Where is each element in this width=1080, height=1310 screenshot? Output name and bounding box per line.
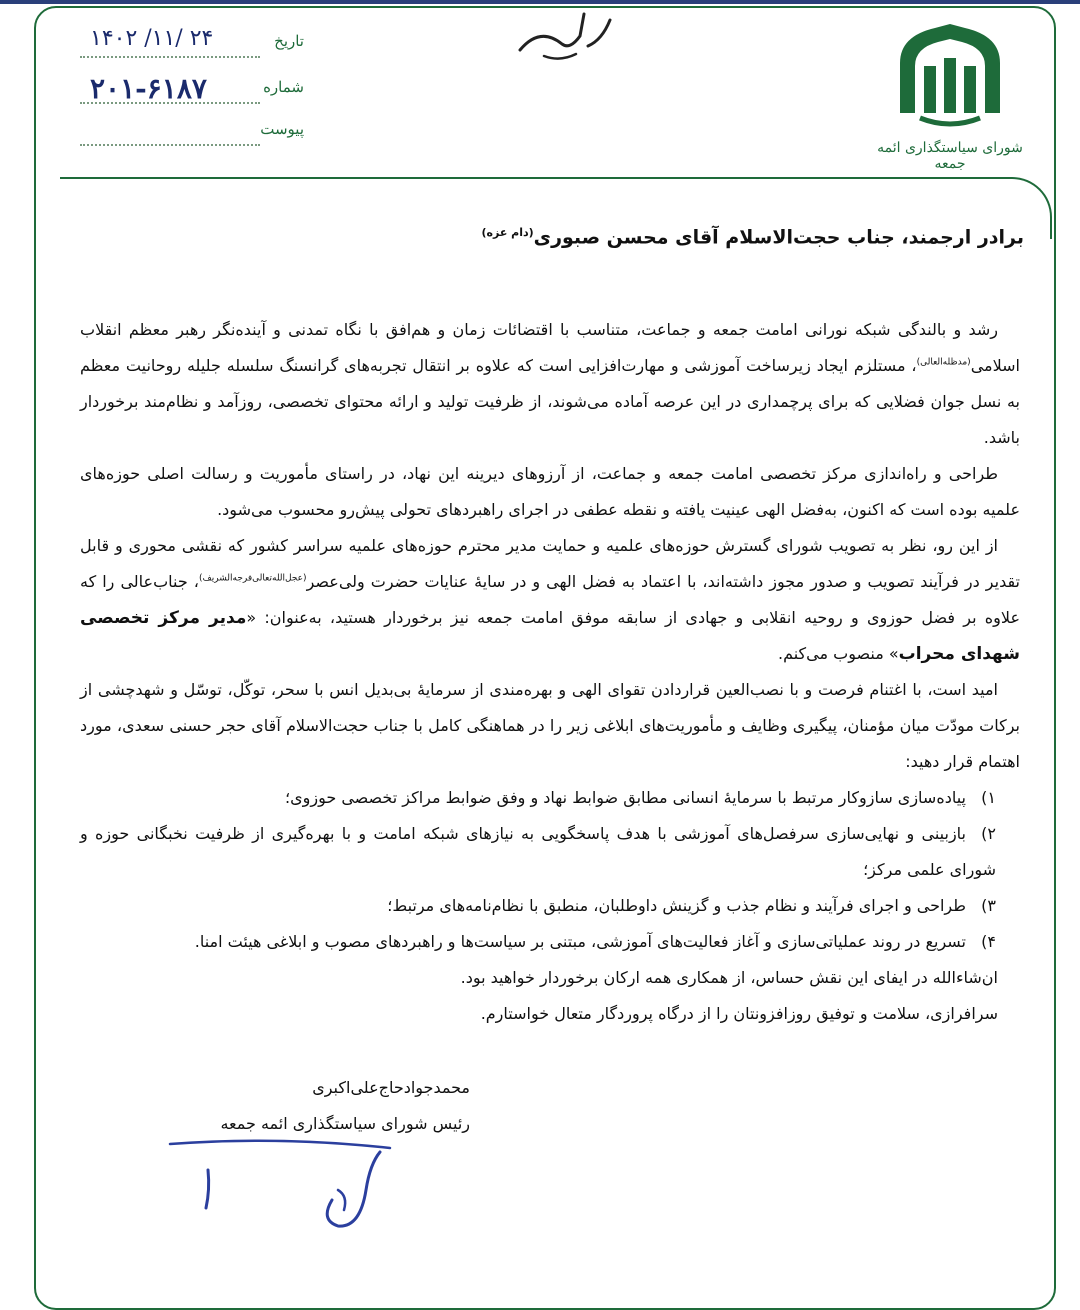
paragraph-3-text-a: از این رو، نظر به تصویب شورای گسترش حوزه‌های علمیه و حمایت مدیر محترم حوزه‌های علمیه سراسر کشور که نقشی محوری و قابل تقدیر در فرآیند تصویب و صدور مجوز داشته‌اند، با اعتماد به فضل الهی و در سایهٔ عنایات حضرت ولی‌عصر xyxy=(80,536,1021,591)
salutation-honorific: (دام عزه) xyxy=(481,226,534,239)
date-row xyxy=(80,26,310,62)
list-item xyxy=(80,780,996,816)
list-item-text: تسریع در روند عملیاتی‌سازی و آغاز فعالیت‌های آموزشی، مبتنی بر سیاست‌ها و راهبردهای مصوب و ابلاغی هیئت امنا. xyxy=(194,932,966,951)
paragraph-1-honorific: (مدظله‌العالی) xyxy=(916,357,971,368)
paragraph-1-text-b: ، مستلزم ایجاد زیرساخت آموزشی و مهارت‌افزایی است که علاوه بر انتقال تجربه‌های گرانسنگ سلسله جلیله روحانیت معظم به نسل جوان فضلایی که برای پرچمداری در این عرصه آماده می‌شوند، از ظرفیت تولید و ارائه محتوای تخصصی، روزآمد و نظام‌مند برخوردار باشد. xyxy=(80,356,1020,447)
bismillah-art xyxy=(510,6,620,62)
bismillah-calligraphy xyxy=(510,6,620,66)
list-item-text: طراحی و اجرای فرآیند و نظام جذب و گزینش داوطلبان، منطبق با نظام‌نامه‌های مرتبط؛ xyxy=(387,896,966,915)
number-label: شماره xyxy=(263,78,304,96)
list-item-number: ۲) xyxy=(981,824,996,843)
emblem-icon xyxy=(860,18,1040,138)
duties-list xyxy=(80,780,1020,960)
list-item-text: پیاده‌سازی سازوکار مرتبط با سرمایهٔ انسانی مطابق ضوابط نهاد و وفق ضوابط مراکز تخصصی حوزوی؛ xyxy=(285,788,966,807)
list-item xyxy=(80,924,996,960)
paragraph-3-honorific: (عجل‌الله‌تعالی‌فرجه‌الشریف) xyxy=(198,573,307,584)
list-item-text: بازبینی و نهایی‌سازی سرفصل‌های آموزشی با هدف پاسخگویی به نیازهای شبکه امامت و با بهره‌گیری از ظرفیت نخبگانی حوزه و شورای علمی مرکز؛ xyxy=(80,824,996,879)
organization-logo xyxy=(860,18,1040,172)
paragraph-3-text-b: ، جناب‌عالی را که علاوه بر فضل حوزوی و روحیه انقلابی و جهادی از سابقه موفق امامت جمعه نیز برخوردار هستید، به‌عنوان: « xyxy=(80,572,1021,627)
salutation-text: برادر ارجمند، جناب حجت‌الاسلام آقای محسن صبوری xyxy=(533,226,1024,249)
number-dotted-line xyxy=(80,102,260,104)
list-item xyxy=(80,888,996,924)
letter-metadata xyxy=(80,22,310,152)
closing-line-1: ان‌شاءالله در ایفای این نقش حساس، از همکاری همه ارکان برخوردار خواهید بود. xyxy=(460,968,998,987)
number-row xyxy=(80,72,310,108)
list-item xyxy=(80,816,996,888)
attachment-dotted-line xyxy=(80,144,260,146)
paragraph-3 xyxy=(80,528,1020,672)
date-label: تاریخ xyxy=(274,32,304,50)
list-item-number: ۳) xyxy=(981,896,996,915)
signer-name: محمدجوادحاج‌علی‌اکبری xyxy=(312,1078,470,1097)
handwritten-signature xyxy=(160,1130,420,1240)
top-edge-strip xyxy=(0,0,1080,4)
attachment-label: پیوست xyxy=(260,120,304,138)
salutation xyxy=(124,226,1024,248)
paragraph-4: امید است، با اغتنام فرصت و با نصب‌العین قراردادن تقوای الهی و بهره‌مندی از سرمایهٔ بی‌بدیل انس با سحر، توکّل، توسّل و شهدچشی از برکات مودّت میان مؤمنان، پیگیری وظایف و مأموریت‌های ابلاغی زیر را در هماهنگی کامل با جناب حجت‌الاسلام آقای حجر حسنی سعدی، مورد اهتمام قرار دهید: xyxy=(80,680,1020,771)
appointment-title: مدیر مرکز تخصصی شهدای محراب xyxy=(80,608,1020,664)
date-dotted-line xyxy=(80,56,260,58)
number-value: ۲۰۱-۶۱۸۷ xyxy=(90,72,207,105)
paragraph-1-text-a: رشد و بالندگی شبکه نورانی امامت جمعه و جماعت، متناسب با اقتضائات زمان و هم‌افق با نگاه تمدنی و آینده‌نگر رهبر معظم انقلاب اسلامی xyxy=(80,320,1020,375)
paragraph-3-text-c: » منصوب می‌کنم. xyxy=(777,644,899,663)
signer-title: رئیس شورای سیاستگذاری ائمه جمعه xyxy=(220,1114,470,1133)
paragraph-1 xyxy=(80,312,1020,456)
letter-body xyxy=(80,312,1020,1032)
paragraph-2: طراحی و راه‌اندازی مرکز تخصصی امامت جمعه و جماعت، از آرزوهای دیرینه این نهاد، در راستای مأموریت و رسالت اصلی حوزه‌های علمیه بوده است که اکنون، به‌فضل الهی عینیت یافته و نقطه عطفی در اجرای راهبردهای تحولی پیش‌رو محسوب می‌شود. xyxy=(80,464,1020,519)
header-divider xyxy=(60,177,1000,179)
closing-line-2: سرافرازی، سلامت و توفیق روزافزونتان را از درگاه پروردگار متعال خواستارم. xyxy=(480,1004,998,1023)
attachment-row xyxy=(80,114,310,150)
organization-name: شورای سیاستگذاری ائمه جمعه xyxy=(877,140,1023,172)
date-value: ۱۴۰۲ /۱۱/ ۲۴ xyxy=(90,26,214,51)
list-item-number: ۴) xyxy=(981,932,996,951)
list-item-number: ۱) xyxy=(981,788,996,807)
